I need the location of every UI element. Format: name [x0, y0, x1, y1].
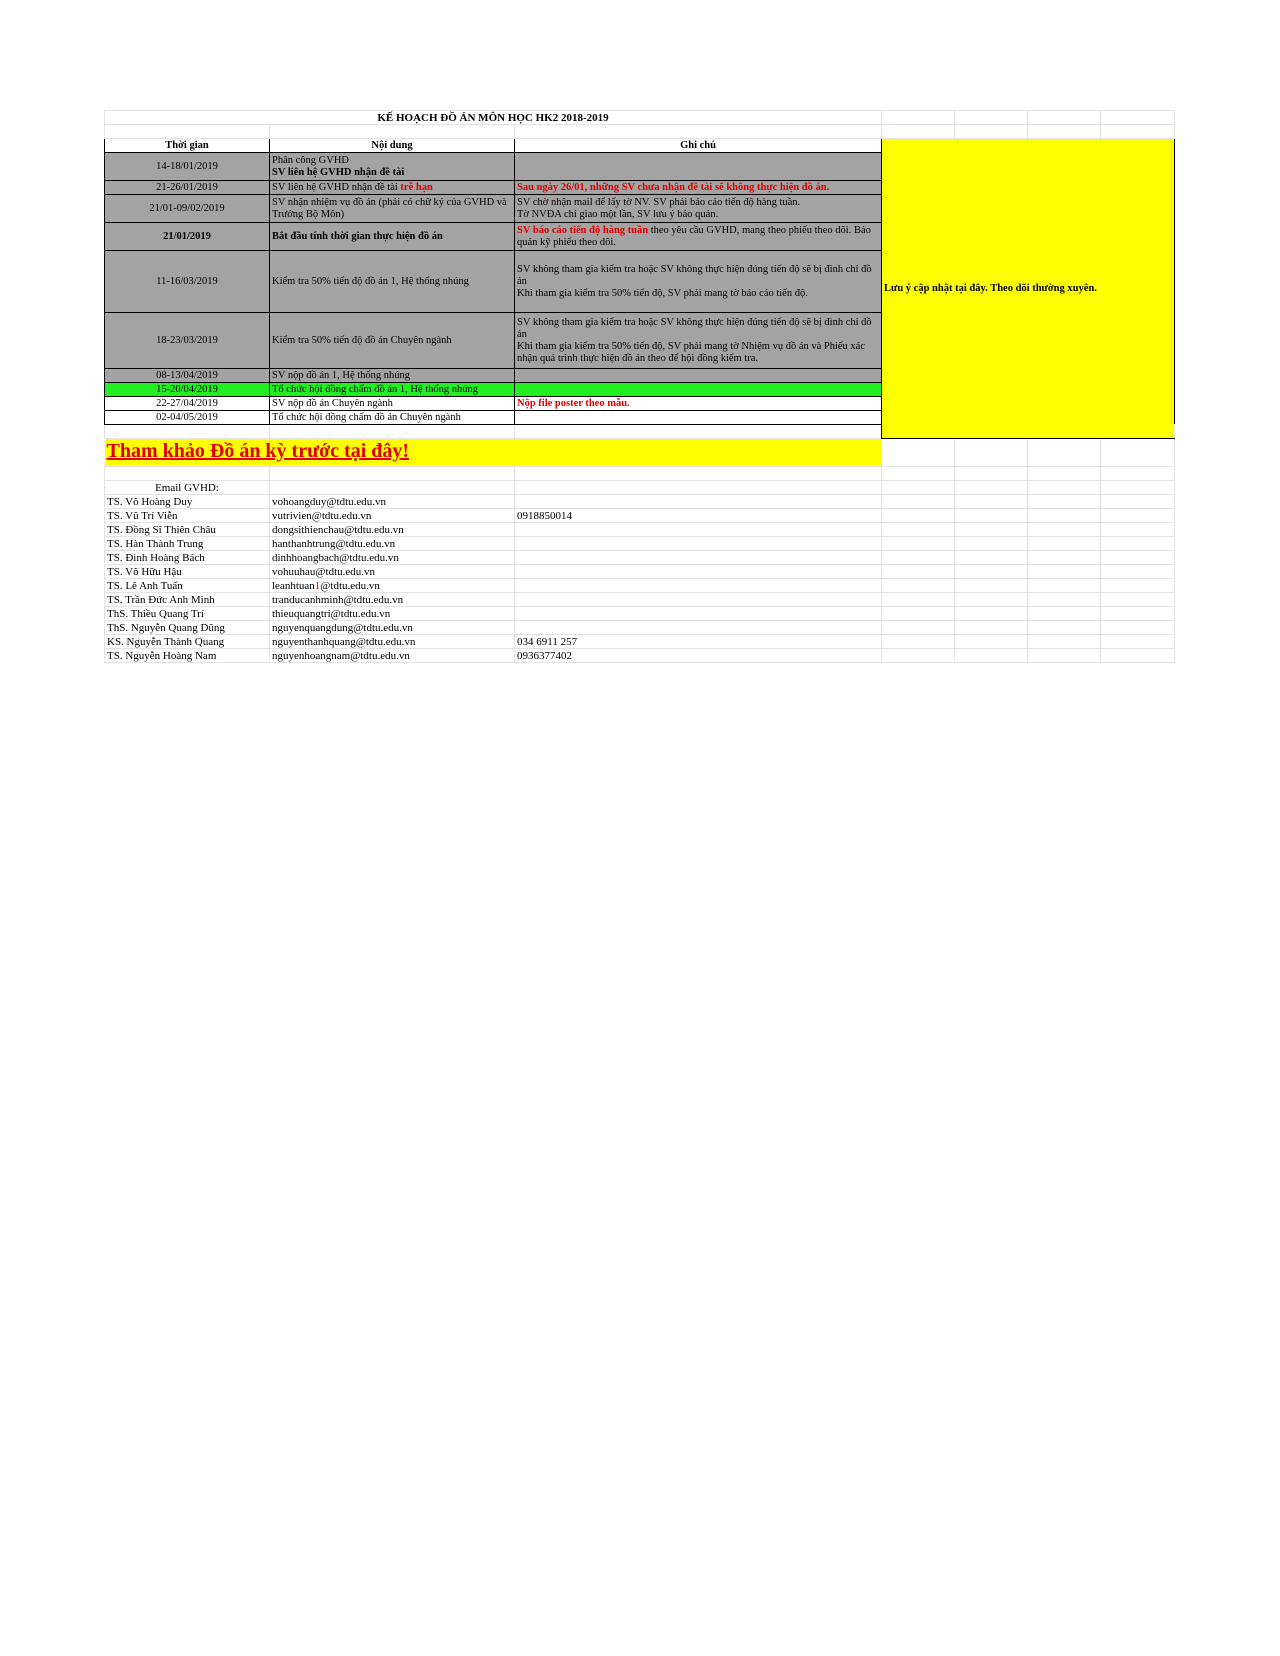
contact-row [105, 523, 1175, 537]
contact-row [105, 593, 1175, 607]
contact-name: TS. Nguyễn Hoàng Nam [105, 649, 270, 663]
schedule-time: 14-18/01/2019 [105, 153, 270, 181]
contact-name: ThS. Thiều Quang Trí [105, 607, 270, 621]
email-label: Email GVHD: [105, 481, 270, 495]
note-line: SV không tham gia kiểm tra hoặc SV không thực hiện đúng tiến độ sẽ bị đình chỉ đồ án [517, 316, 872, 340]
contact-row [105, 495, 1175, 509]
note-line: SV chờ nhận mail để lấy tờ NV. SV phải báo cáo tiến độ hàng tuần. [517, 196, 801, 208]
contact-email[interactable]: vohoangduy@tdtu.edu.vn [270, 495, 515, 509]
contact-phone [515, 607, 882, 621]
contact-row [105, 551, 1175, 565]
contact-email[interactable]: dongsithienchau@tdtu.edu.vn [270, 523, 515, 537]
contact-email[interactable]: nguyenthanhquang@tdtu.edu.vn [270, 635, 515, 649]
contact-name: TS. Lê Anh Tuấn [105, 579, 270, 593]
contact-name: TS. Trần Đức Anh Minh [105, 593, 270, 607]
schedule-content: Kiểm tra 50% tiến độ đồ án Chuyên ngành [270, 313, 515, 369]
contact-row [105, 579, 1175, 593]
contact-row [105, 565, 1175, 579]
contact-email[interactable]: nguyenhoangnam@tdtu.edu.vn [270, 649, 515, 663]
schedule-note [515, 313, 882, 369]
sheet-title: KẾ HOẠCH ĐỒ ÁN MÔN HỌC HK2 2018-2019 [105, 111, 882, 125]
reference-banner [105, 439, 882, 467]
contact-email[interactable]: tranducanhminh@tdtu.edu.vn [270, 593, 515, 607]
content-line: SV liên hệ GVHD nhận đề tài [272, 166, 405, 178]
contact-phone [515, 551, 882, 565]
schedule-time: 11-16/03/2019 [105, 251, 270, 313]
note-highlight: SV báo cáo tiến độ hàng tuần [517, 224, 649, 236]
note-line: SV không tham gia kiểm tra hoặc SV không thực hiện đúng tiến độ sẽ bị đình chỉ đồ án [517, 263, 872, 287]
contact-name: TS. Đồng Sĩ Thiên Châu [105, 523, 270, 537]
schedule-time: 22-27/04/2019 [105, 397, 270, 411]
schedule-time: 15-20/04/2019 [105, 383, 270, 397]
header-time: Thời gian [105, 139, 270, 153]
schedule-note [515, 383, 882, 397]
reference-link[interactable]: Tham khảo Đồ án kỳ trước tại đây! [106, 439, 410, 462]
side-note: Lưu ý cập nhật tại đây. Theo dõi thường xuyên. [882, 139, 1175, 439]
contact-email[interactable]: vohuuhau@tdtu.edu.vn [270, 565, 515, 579]
contact-email[interactable]: hanthanhtrung@tdtu.edu.vn [270, 537, 515, 551]
spreadsheet [104, 110, 1174, 663]
contact-row [105, 537, 1175, 551]
schedule-note [515, 223, 882, 251]
contact-email[interactable]: thieuquangtri@tdtu.edu.vn [270, 607, 515, 621]
content-highlight: trễ hạn [400, 181, 433, 193]
email-part: leanhtuan [272, 579, 315, 592]
schedule-note [515, 411, 882, 425]
contact-email[interactable]: dinhhoangbach@tdtu.edu.vn [270, 551, 515, 565]
contact-phone [515, 523, 882, 537]
contact-name: TS. Vũ Trí Viễn [105, 509, 270, 523]
schedule-time: 21/01-09/02/2019 [105, 195, 270, 223]
schedule-content: SV nộp đồ án Chuyên ngành [270, 397, 515, 411]
contact-row [105, 635, 1175, 649]
note-text: theo yêu cầu GVHD, mang theo phiếu theo dõi. Bảo quản kỹ phiếu theo dõi. [517, 224, 871, 248]
contact-row [105, 649, 1175, 663]
schedule-content [270, 153, 515, 181]
schedule-sheet-table [104, 110, 1175, 663]
contact-email[interactable]: nguyenquangdung@tdtu.edu.vn [270, 621, 515, 635]
schedule-time: 18-23/03/2019 [105, 313, 270, 369]
email-part: @tdtu.edu.vn [320, 579, 380, 592]
contact-row [105, 509, 1175, 523]
note-line: Khi tham gia kiểm tra 50% tiến độ, SV phải mang tờ Nhiệm vụ đồ án và Phiếu xác nhận quá trình thực hiện đồ án theo để hội đồng kiểm tra. [517, 340, 866, 364]
schedule-content: Tổ chức hội đồng chấm đồ án Chuyên ngành [270, 411, 515, 425]
schedule-note [515, 153, 882, 181]
contact-row [105, 621, 1175, 635]
contact-phone: 0936377402 [515, 649, 882, 663]
contact-phone: 034 6911 257 [515, 635, 882, 649]
schedule-time: 21-26/01/2019 [105, 181, 270, 195]
header-content: Nội dung [270, 139, 515, 153]
schedule-content: SV nộp đồ án 1, Hệ thống nhúng [270, 369, 515, 383]
contact-row [105, 607, 1175, 621]
contact-name: ThS. Nguyễn Quang Dũng [105, 621, 270, 635]
schedule-content: Tổ chức hội đồng chấm đồ án 1, Hệ thống nhúng [270, 383, 515, 397]
schedule-note [515, 369, 882, 383]
note-line: Khi tham gia kiểm tra 50% tiến độ, SV phải mang tờ báo cáo tiến độ. [517, 287, 808, 299]
schedule-time: 08-13/04/2019 [105, 369, 270, 383]
schedule-content: SV nhận nhiệm vụ đồ án (phải có chữ ký của GVHD và Trưởng Bộ Môn) [270, 195, 515, 223]
schedule-note [515, 195, 882, 223]
contact-phone [515, 579, 882, 593]
contact-name: TS. Đinh Hoàng Bách [105, 551, 270, 565]
contact-phone [515, 537, 882, 551]
email-highlight: 1 [314, 579, 321, 592]
schedule-note: Nộp file poster theo mẫu. [515, 397, 882, 411]
contact-email[interactable] [270, 579, 515, 593]
contact-phone [515, 495, 882, 509]
contact-phone [515, 621, 882, 635]
schedule-time: 21/01/2019 [105, 223, 270, 251]
note-line: Tờ NVĐA chỉ giao một lần, SV lưu ý bảo quản. [517, 208, 719, 220]
content-text: SV liên hệ GVHD nhận đề tài [272, 181, 401, 193]
schedule-content [270, 181, 515, 195]
contact-name: KS. Nguyễn Thành Quang [105, 635, 270, 649]
schedule-note: Sau ngày 26/01, những SV chưa nhận đề tài sẽ không thực hiện đồ án. [515, 181, 882, 195]
schedule-content: Bắt đầu tính thời gian thực hiện đồ án [270, 223, 515, 251]
schedule-time: 02-04/05/2019 [105, 411, 270, 425]
schedule-content: Kiểm tra 50% tiến độ đồ án 1, Hệ thống nhúng [270, 251, 515, 313]
contact-name: TS. Võ Hoàng Duy [105, 495, 270, 509]
schedule-note [515, 251, 882, 313]
contact-name: TS. Võ Hữu Hậu [105, 565, 270, 579]
header-note: Ghi chú [515, 139, 882, 153]
contact-phone [515, 593, 882, 607]
contact-name: TS. Hàn Thành Trung [105, 537, 270, 551]
content-line: Phân công GVHD [272, 154, 349, 166]
contact-email[interactable]: vutrivien@tdtu.edu.vn [270, 509, 515, 523]
contact-phone: 0918850014 [515, 509, 882, 523]
contact-phone [515, 565, 882, 579]
